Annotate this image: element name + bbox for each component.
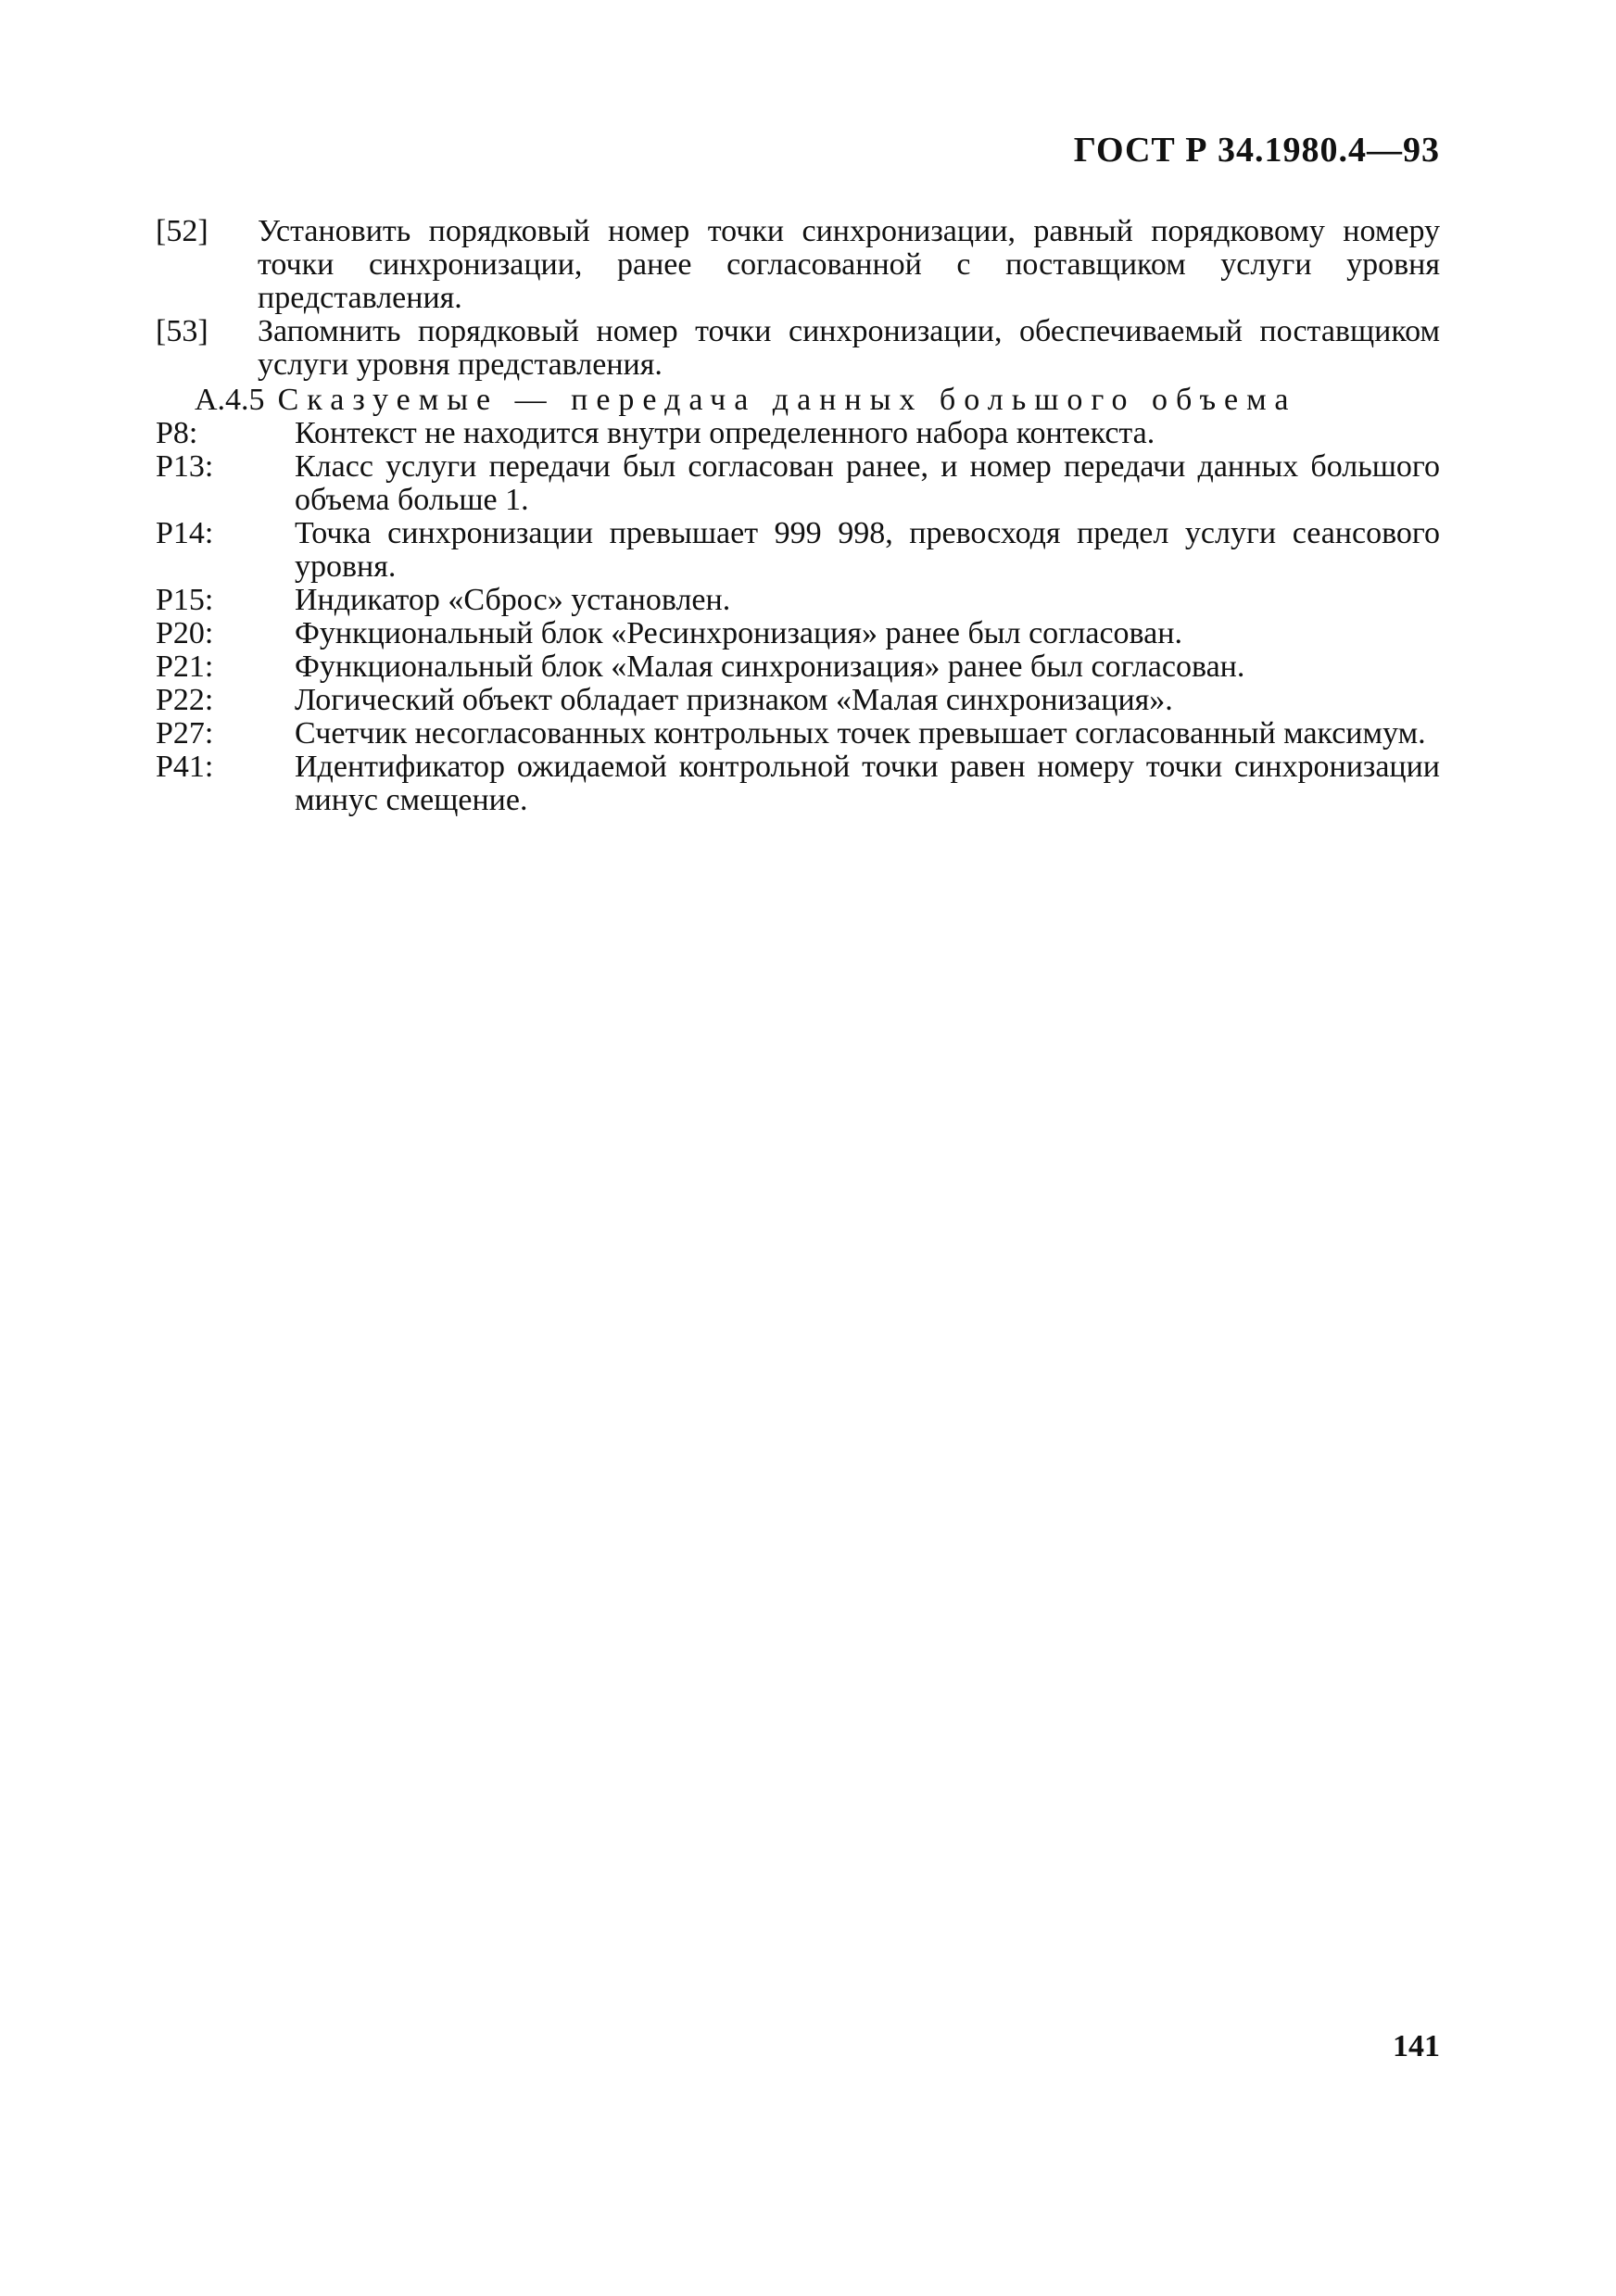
predicate-text: Точка синхронизации превышает 999 998, превосходя предел услуги сеансового уровня. <box>295 516 1440 584</box>
ref-text: Установить порядковый номер точки синхронизации, равный порядковому номеру точки синхронизации, ранее согласованной с поставщиком услуги уровня представления. <box>258 214 1440 315</box>
ref-code: [53] <box>156 314 208 348</box>
predicate-code: P21: <box>156 650 214 684</box>
predicate-text: Идентификатор ожидаемой контрольной точки равен номеру точки синхронизации минус смещение. <box>295 750 1440 817</box>
predicate-text: Счетчик несогласованных контрольных точек превышает согласованный максимум. <box>295 716 1426 751</box>
predicate-p27 <box>156 717 1440 751</box>
predicate-text: Класс услуги передачи был согласован ранее, и номер передачи данных большого объема больше 1. <box>295 449 1440 517</box>
ref-code: [52] <box>156 214 208 248</box>
predicate-code: P27: <box>156 716 214 751</box>
predicate-text: Контекст не находится внутри определенного набора контекста. <box>295 416 1155 450</box>
document-body <box>156 215 1440 817</box>
predicate-text: Логический объект обладает признаком «Малая синхронизация». <box>295 683 1173 717</box>
page-header <box>1074 130 1440 170</box>
predicate-p20 <box>156 617 1440 650</box>
predicate-text: Функциональный блок «Малая синхронизация» ранее был согласован. <box>295 650 1245 684</box>
predicate-code: P20: <box>156 616 214 650</box>
predicate-code: P15: <box>156 583 214 617</box>
standard-code: ГОСТ Р 34.1980.4—93 <box>1073 131 1440 170</box>
predicate-p13 <box>156 450 1440 517</box>
page-number: 141 <box>1393 2029 1440 2063</box>
predicate-p41 <box>156 751 1440 817</box>
predicate-text: Индикатор «Сброс» установлен. <box>295 583 731 617</box>
section-number: А.4.5 <box>195 383 265 417</box>
predicate-code: P13: <box>156 449 214 484</box>
predicate-p21 <box>156 650 1440 684</box>
predicate-code: P41: <box>156 750 214 784</box>
predicate-p22 <box>156 684 1440 717</box>
section-title: Сказуемые — передача данных большого объема <box>277 383 1297 417</box>
predicate-p15 <box>156 584 1440 617</box>
predicate-p8 <box>156 417 1440 450</box>
predicate-code: P14: <box>156 516 214 550</box>
predicate-text: Функциональный блок «Ресинхронизация» ранее был согласован. <box>295 616 1182 650</box>
section-heading <box>156 384 1440 417</box>
predicate-code: P22: <box>156 683 214 717</box>
ref-text: Запомнить порядковый номер точки синхронизации, обеспечиваемый поставщиком услуги уровня представления. <box>258 314 1440 382</box>
predicate-p14 <box>156 517 1440 584</box>
predicate-code: P8: <box>156 416 198 450</box>
ref-entry-52 <box>156 215 1440 315</box>
ref-entry-53 <box>156 315 1440 382</box>
